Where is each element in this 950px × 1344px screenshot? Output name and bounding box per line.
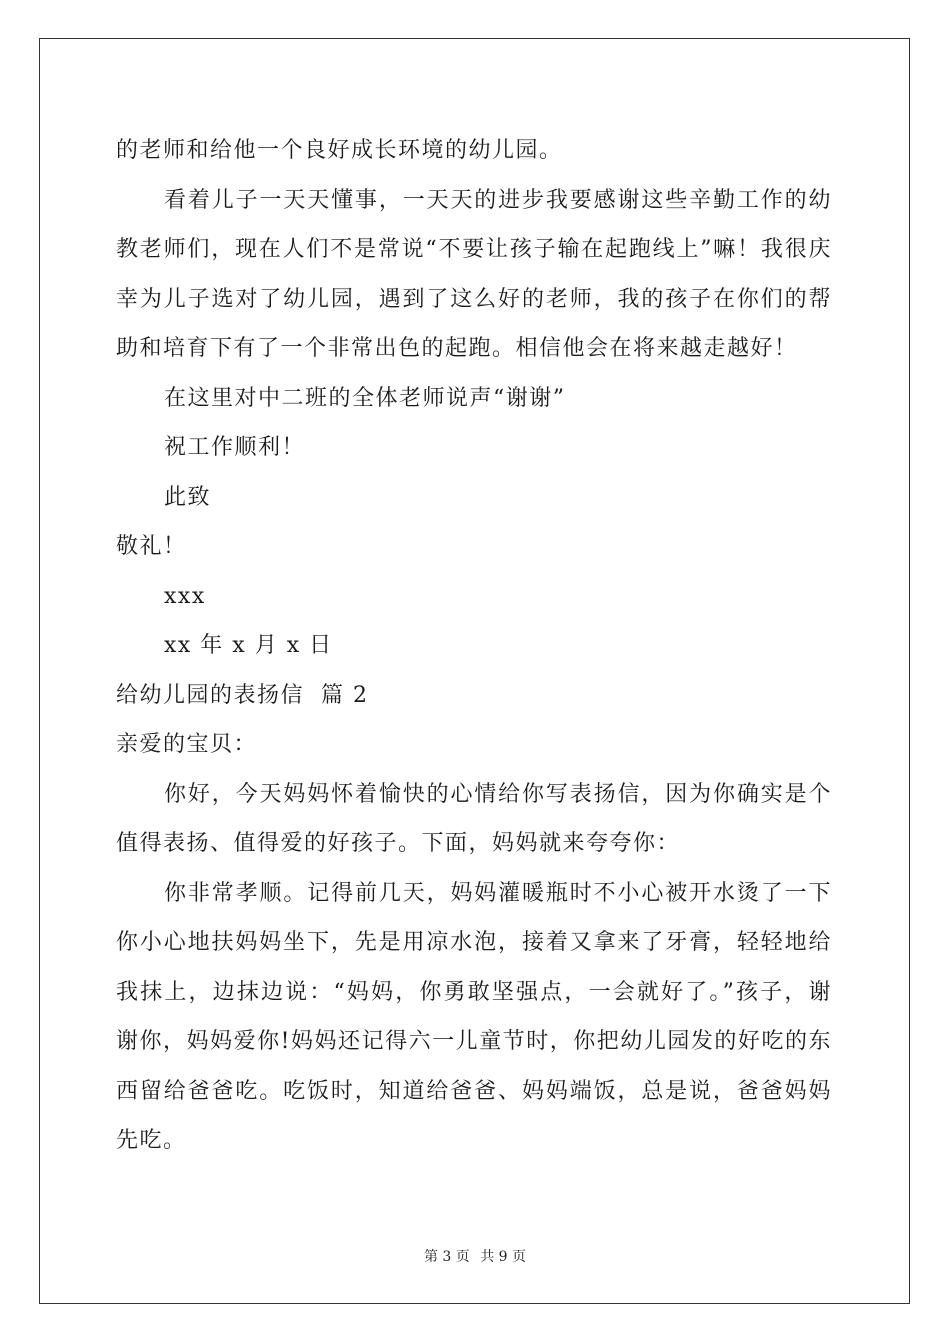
paragraph-filial: 你非常孝顺。记得前几天，妈妈灌暖瓶时不小心被开水烫了一下你小心地扶妈妈坐下，先是用凉水泡，接着又拿来了牙膏，轻轻地给我抹上，边抹边说：“妈妈，你勇敢坚强点，一会就好了。”孩子，谢谢你，妈妈爱你!妈妈还记得六一儿童节时，你把幼儿园发的好吃的东西留给爸爸吃。吃饭时，知道给爸爸、妈妈端饭，总是说，爸爸妈妈先吃。 (116, 880, 832, 1153)
paragraph-intro: 你好，今天妈妈怀着愉快的心情给你写表扬信，因为你确实是个值得表扬、值得爱的好孩子。下面，妈妈就来夸夸你： (116, 781, 832, 856)
document-body (116, 126, 832, 1166)
page-number: 第 3 页 (423, 1249, 470, 1265)
paragraph-regards: 敬礼！ (116, 534, 187, 559)
paragraph-closing-salutation: 此致 (164, 484, 212, 510)
paragraph-gratitude: 看着儿子一天天懂事，一天天的进步我要感谢这些辛勤工作的幼教老师们，现在人们不是常说“不要让孩子输在起跑线上”嘛！我很庆幸为儿子选对了幼儿园，遇到了这么好的老师，我的孩子在你们的帮助和培育下有了一个非常出色的起跑。相信他会在将来越走越好！ (116, 187, 832, 361)
paragraph-thanks-class: 在这里对中二班的全体老师说声“谢谢” (164, 385, 566, 411)
paragraph-wish: 祝工作顺利！ (164, 435, 306, 460)
page-total: 共 9 页 (480, 1249, 527, 1265)
paragraph-continuation: 的老师和给他一个良好成长环境的幼儿园。 (116, 138, 563, 163)
signature-name: xxx (164, 583, 206, 609)
letter-greeting: 亲爱的宝贝： (116, 732, 258, 757)
section-heading: 给幼儿园的表扬信 篇 2 (116, 682, 369, 708)
page-footer (0, 1246, 950, 1266)
signature-date: xx 年 x 月 x 日 (164, 633, 333, 658)
